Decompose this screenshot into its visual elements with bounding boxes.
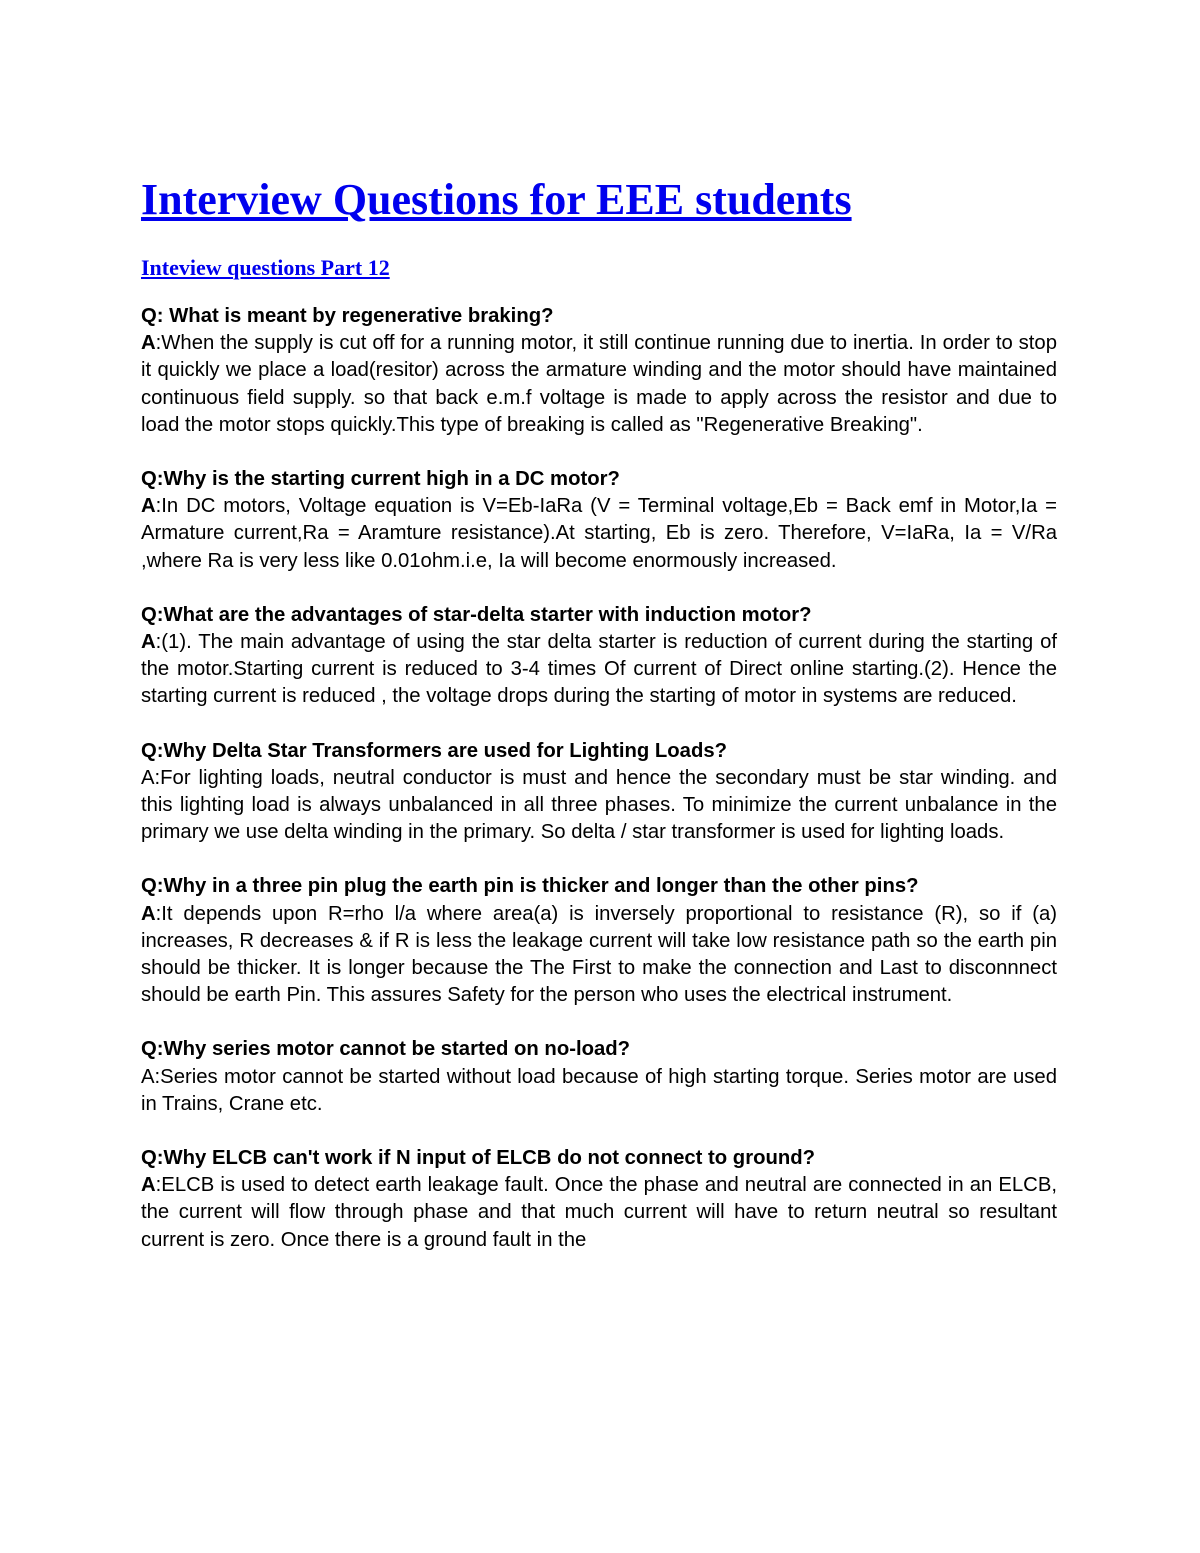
question-text: Q:What are the advantages of star-delta starter with induction motor? bbox=[141, 603, 812, 626]
answer-prefix: A bbox=[141, 1174, 156, 1197]
answer-body: :ELCB is used to detect earth leakage fault. Once the phase and neutral are connected in an ELCB, the current will flow through phase and that much current will have to return neutral so resultant current is zero. Once there is a ground fault in the bbox=[141, 1174, 1057, 1251]
answer-body: :When the supply is cut off for a running motor, it still continue running due to inertia. In order to stop it quickly we place a load(resitor) across the armature winding and the motor should have maintained continuous field supply. so that back e.m.f voltage is made to apply across the resistor and due to load the motor stops quickly.This type of breaking is called as "Regenerative Breaking". bbox=[141, 332, 1057, 436]
answer-text bbox=[141, 901, 1057, 1010]
question-text: Q:Why Delta Star Transformers are used for Lighting Loads? bbox=[141, 739, 727, 762]
answer-text bbox=[141, 493, 1057, 575]
qa-item bbox=[141, 303, 1057, 439]
subtitle-link[interactable]: Inteview questions Part 12 bbox=[141, 255, 390, 280]
answer-prefix: A bbox=[141, 631, 156, 654]
answer-body: :Series motor cannot be started without load because of high starting torque. Series motor are used in Trains, Crane etc. bbox=[141, 1065, 1057, 1115]
answer-text bbox=[141, 1064, 1057, 1118]
question-text: Q:Why ELCB can't work if N input of ELCB do not connect to ground? bbox=[141, 1147, 816, 1170]
answer-body: :For lighting loads, neutral conductor is must and hence the secondary must be star winding. and this lighting load is always unbalanced in all three phases. To minimize the current unbalance in the primary we use delta winding in the primary. So delta / star transformer is used for lighting loads. bbox=[141, 766, 1057, 844]
answer-body: :(1). The main advantage of using the star delta starter is reduction of current during the starting of the motor.Starting current is reduced to 3-4 times Of current of Direct online starting.(2). Hence the starting current is reduced , the voltage drops during the starting of motor in systems are reduced. bbox=[141, 631, 1057, 708]
qa-item bbox=[141, 1036, 1057, 1118]
answer-prefix: A bbox=[141, 495, 156, 518]
question-text: Q:Why series motor cannot be started on no-load? bbox=[141, 1038, 631, 1061]
qa-item bbox=[141, 1145, 1057, 1254]
document-page bbox=[141, 172, 1057, 1281]
answer-text bbox=[141, 330, 1057, 439]
answer-prefix: A bbox=[141, 766, 155, 789]
question-text: Q: What is meant by regenerative braking? bbox=[141, 305, 554, 327]
answer-text bbox=[141, 629, 1057, 711]
answer-text bbox=[141, 765, 1057, 847]
qa-list bbox=[141, 303, 1057, 1254]
answer-text bbox=[141, 1172, 1057, 1254]
answer-body: :In DC motors, Voltage equation is V=Eb-IaRa (V = Terminal voltage,Eb = Back emf in Motor,Ia = Armature current,Ra = Aramture resistance).At starting, Eb is zero. Therefore, V=IaRa, Ia = V/Ra ,where Ra is very less like 0.01ohm.i.e, Ia will become enormously increased. bbox=[141, 495, 1057, 572]
qa-item bbox=[141, 873, 1057, 1009]
question-text: Q:Why in a three pin plug the earth pin is thicker and longer than the other pins? bbox=[141, 875, 919, 898]
answer-prefix: A bbox=[141, 1065, 155, 1088]
answer-prefix: A bbox=[141, 902, 156, 925]
qa-item bbox=[141, 602, 1057, 711]
question-text: Q:Why is the starting current high in a DC motor? bbox=[141, 468, 620, 491]
qa-item bbox=[141, 466, 1057, 575]
page-title[interactable]: Interview Questions for EEE students bbox=[141, 175, 852, 224]
qa-item bbox=[141, 738, 1057, 847]
answer-prefix: A bbox=[141, 332, 156, 355]
answer-body: :It depends upon R=rho l/a where area(a) is inversely proportional to resistance (R), so if (a) increases, R decreases & if R is less the leakage current will take low resistance path so the earth pin should be thicker. It is longer because the The First to make the connection and Last to disconnnect should be earth Pin. This assures Safety for the person who uses the electrical instrument. bbox=[141, 902, 1057, 1007]
